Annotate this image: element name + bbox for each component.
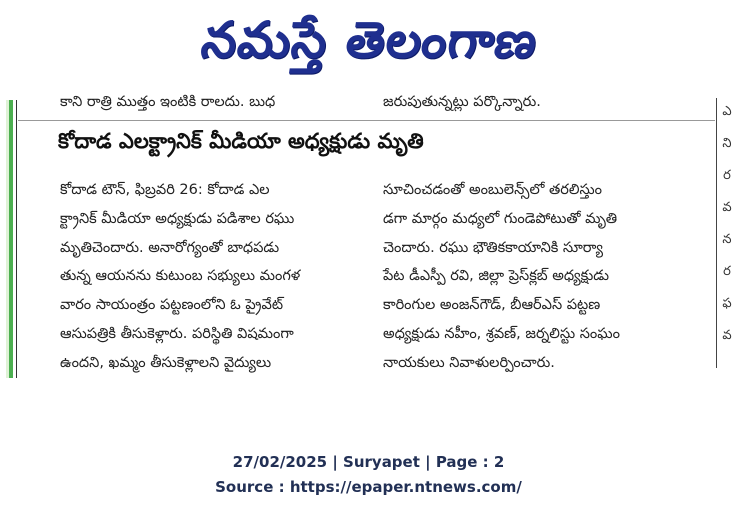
article-body-left-column — [60, 176, 300, 378]
article-body-line: క్ట్రానిక్ మీడియా అధ్యక్షుడు పడిశాల రఘు — [60, 210, 295, 227]
article-body-line: తున్న ఆయనను కుటుంబ సభ్యులు మంగళ — [60, 268, 301, 285]
article-body-right-column — [383, 176, 620, 378]
article-body-line: మృతిచెందారు. అనారోగ్యంతో బాధపడు — [60, 239, 280, 256]
article-body-line: సూచించడంతో అంబులెన్స్‌లో తరలిస్తుం — [383, 182, 603, 198]
adjacent-column-glyph: ర — [723, 168, 731, 183]
article-body-line: కోదాడ టౌన్, ఫిబ్రవరి 26: కోదాడ ఎల — [60, 182, 270, 198]
adjacent-column-glyph: న — [722, 232, 732, 247]
clipping-date-line: 27/02/2025 | Suryapet | Page : 2 — [232, 453, 505, 471]
article-headline: కోదాడ ఎలక్ట్రానిక్ మీడియా అధ్యక్షుడు మృతి — [58, 129, 424, 153]
newspaper-logo: నమస్తే తెలంగాణ — [197, 10, 542, 69]
adjacent-column-glyph: ఫ — [722, 296, 732, 311]
article-body-line: ఉందని, ఖమ్మం తీసుకెళ్లాలని వైద్యులు — [60, 354, 272, 371]
article-body-line: వారం సాయంత్రం పట్టణంలోని ఓ ప్రైవేట్ — [60, 297, 284, 314]
masthead — [0, 0, 737, 92]
article-body-line: డగా మార్గం మధ్యలో గుండెపోటుతో మృతి — [383, 210, 618, 227]
adjacent-column-glyph: వ — [722, 328, 732, 343]
article-body-line: పేట డీఎస్పీ రవి, జిల్లా ప్రెస్‌క్లబ్ అధ్యక్షుడు — [383, 268, 609, 285]
article-body-line: అధ్యక్షుడు నహీం, శ్రవణ్, జర్నలిస్టు సంఘం — [383, 325, 620, 342]
previous-article-left-column — [60, 88, 275, 117]
article-body-line: కారింగుల అంజన్‌గౌడ్, బీఆర్‌ఎస్ పట్టణ — [383, 297, 601, 314]
adjacent-column-right-edge — [716, 98, 737, 368]
adjacent-column-glyph: ఎ — [722, 104, 732, 119]
previous-article-line: కాని రాత్రి ముత్తం ఇంటికి రాలదు. బుధ — [60, 94, 276, 110]
adjacent-column-glyph: వ — [722, 200, 732, 215]
article-divider — [18, 120, 715, 121]
clipping-source-line: Source : https://epaper.ntnews.com/ — [215, 478, 522, 496]
previous-article-line: జరుపుతున్నట్లు పర్కొన్నారు. — [383, 94, 541, 110]
article-body-line: ఆసుపత్రికి తీసుకెళ్లారు. పరిస్థితి విషమంగా — [60, 325, 294, 342]
adjacent-column-glyph: ర — [723, 264, 731, 279]
adjacent-column-glyph: ని — [722, 136, 732, 151]
previous-article-right-column — [383, 88, 541, 117]
article-body-line: చెందారు. రఘు భౌతికకాయానికి సూర్యా — [383, 239, 604, 256]
adjacent-column-left-edge — [0, 100, 17, 378]
article-body-line: నాయకులు నివాళులర్పించారు. — [383, 354, 555, 371]
